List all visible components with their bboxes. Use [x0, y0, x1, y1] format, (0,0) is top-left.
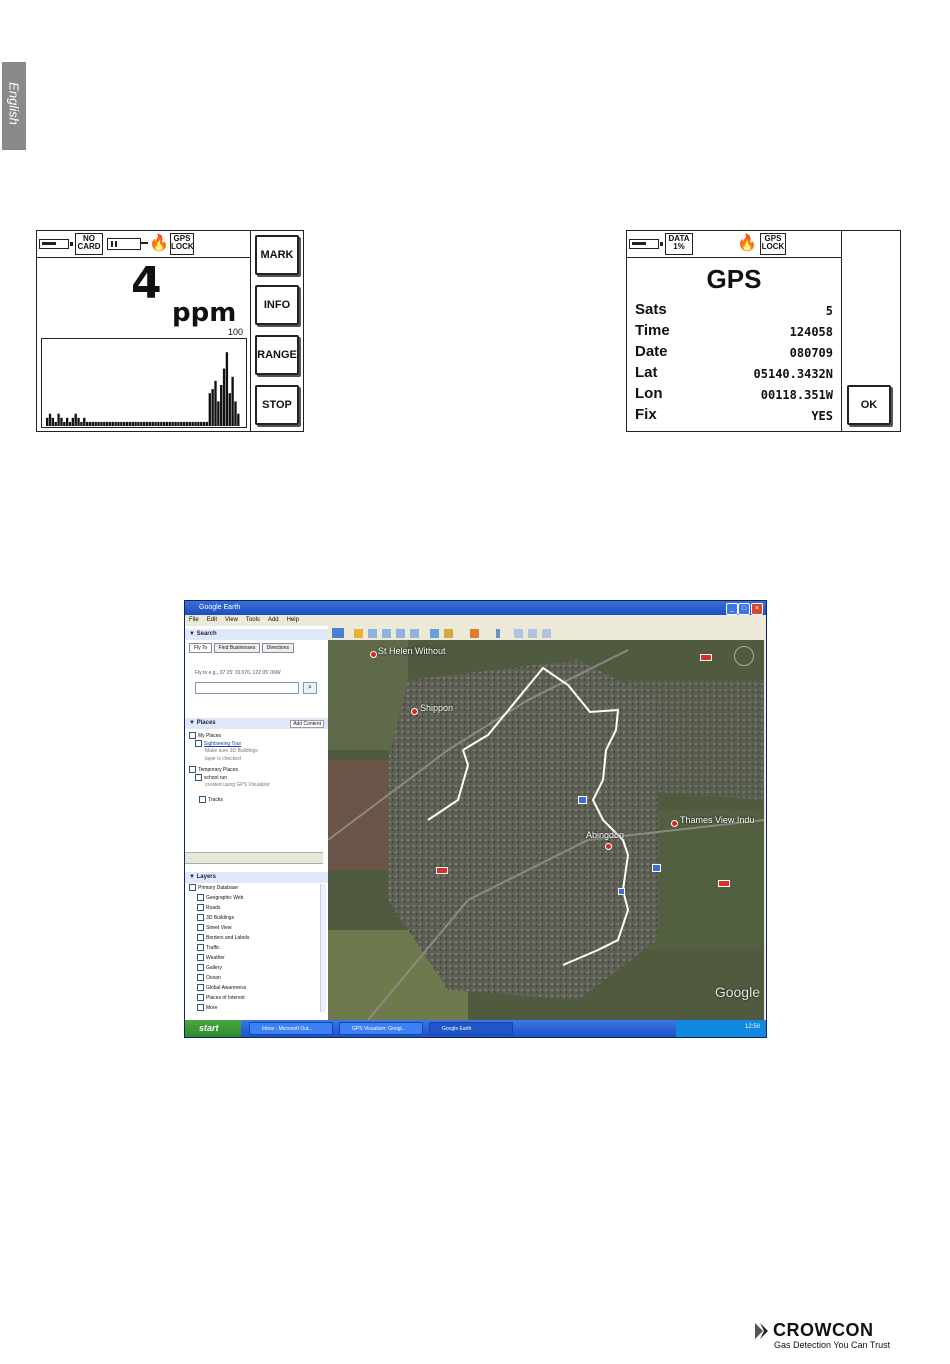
places-item-label: Sightseeing Tour — [204, 740, 242, 747]
gps-row-value: 080709 — [789, 346, 833, 360]
no-card-badge: NO CARD — [75, 233, 103, 255]
checkbox[interactable] — [197, 904, 204, 911]
gps-row-label: Lon — [635, 385, 663, 402]
places-divider[interactable] — [185, 852, 323, 864]
histogram-bar — [143, 422, 145, 426]
histogram-bar — [126, 422, 128, 426]
gps-row-value: 00118.351W — [760, 388, 833, 402]
layer-item[interactable] — [197, 914, 234, 921]
softkey-bar — [841, 231, 900, 431]
brand-name: CROWCON — [773, 1320, 874, 1340]
gps-row-value: YES — [811, 409, 833, 423]
layers-panel-header[interactable]: ▼ Layers — [185, 872, 328, 883]
search-icon[interactable]: ⌕ — [303, 682, 317, 694]
histogram-bar — [172, 422, 174, 426]
checkbox[interactable] — [197, 944, 204, 951]
histogram-bar — [129, 422, 131, 426]
map-pin-shippon[interactable] — [411, 708, 418, 715]
histogram-bar — [197, 422, 199, 426]
places-item-label: Make sure 3D Buildings — [205, 748, 258, 754]
range-button[interactable]: RANGE — [255, 335, 299, 375]
checkbox[interactable] — [197, 964, 204, 971]
gps-row-value: 5 — [825, 304, 833, 318]
histogram-bar — [86, 422, 88, 426]
battery-icon — [39, 239, 69, 249]
histogram-bar — [180, 422, 182, 426]
histogram-bar — [95, 422, 97, 426]
checkbox[interactable] — [197, 934, 204, 941]
checkbox[interactable] — [197, 914, 204, 921]
places-item-label: created using GPS Visualizer — [205, 782, 270, 788]
histogram-bar — [186, 422, 188, 426]
gps-title: GPS — [706, 264, 762, 294]
histogram-bar — [154, 422, 156, 426]
taskbar-item-google-earth[interactable]: Google Earth — [429, 1022, 513, 1035]
reading-histogram — [41, 338, 247, 428]
pump-icon — [107, 238, 141, 250]
histogram-bar — [206, 422, 208, 426]
layer-item-label: Places of Interest — [206, 994, 245, 1001]
histogram-bar — [192, 422, 194, 426]
histogram-bar — [89, 422, 91, 426]
places-item-label: layer is checked — [205, 756, 241, 762]
layer-item-label: Roads — [206, 904, 221, 911]
histogram-bar — [52, 418, 54, 426]
layer-item[interactable] — [197, 1004, 217, 1011]
map-imagery — [328, 640, 764, 1020]
map-label-abingdon: Abingdon — [586, 830, 625, 840]
histogram-bar — [60, 418, 62, 426]
layer-item-label: 3D Buildings — [206, 914, 235, 921]
histogram-bar — [49, 414, 51, 426]
search-panel-header[interactable]: ▼ Search — [185, 629, 328, 640]
layer-item-label: Borders and Labels — [206, 934, 250, 941]
tab-directions[interactable]: Directions — [262, 643, 294, 653]
histogram-bar — [63, 422, 65, 426]
gps-row-lon — [635, 385, 833, 406]
gps-info-screen — [626, 230, 901, 432]
histogram-bar — [114, 422, 116, 426]
map-marker-icon[interactable] — [652, 864, 661, 872]
checkbox[interactable] — [197, 984, 204, 991]
menu-bar — [185, 615, 766, 626]
crowcon-chevron-icon — [755, 1323, 771, 1339]
places-item-label: Temporary Places — [198, 766, 239, 773]
map-pin-thames-view[interactable] — [671, 820, 678, 827]
places-item-label: school run — [204, 774, 228, 781]
places-item[interactable] — [195, 774, 227, 781]
side-panel — [185, 626, 328, 1020]
system-tray — [676, 1020, 766, 1037]
menu-edit[interactable]: Edit — [206, 617, 218, 623]
map-marker-icon[interactable] — [618, 888, 625, 895]
gps-row-label: Sats — [635, 301, 667, 318]
histogram-bar — [234, 401, 236, 426]
places-tree — [189, 732, 325, 812]
places-item-label: My Places — [198, 732, 222, 739]
layer-item-label: Ocean — [206, 974, 221, 981]
histogram-bar — [174, 422, 176, 426]
layer-item[interactable] — [189, 884, 238, 891]
places-panel-header[interactable]: ▼ Places — [185, 718, 328, 729]
histogram-bar — [209, 393, 211, 426]
gps-row-date — [635, 343, 833, 364]
menu-tools[interactable]: Tools — [245, 617, 260, 623]
layer-item-label: Gallery — [206, 964, 222, 971]
histogram-bar — [157, 422, 159, 426]
histogram-bar — [57, 414, 59, 426]
checkbox[interactable] — [189, 732, 196, 739]
histogram-bar — [80, 422, 82, 426]
layer-item-label: Street View — [206, 924, 232, 931]
layer-item[interactable] — [197, 904, 220, 911]
histogram-bar — [132, 422, 134, 426]
histogram-bar — [69, 422, 71, 426]
google-watermark: Google — [714, 984, 760, 1000]
map-marker-icon[interactable] — [718, 880, 730, 887]
histogram-bar — [200, 422, 202, 426]
taskbar-item-outlook[interactable]: Inbox - Microsoft Out... — [249, 1022, 333, 1035]
taskbar-item-gps-visualizer[interactable]: GPS Visualizer: Googl... — [339, 1022, 423, 1035]
checkbox[interactable] — [197, 894, 204, 901]
gps-row-value: 05140.3432N — [753, 367, 833, 381]
map-label-st-helen-without: St Helen Without — [378, 646, 446, 656]
battery-icon — [629, 239, 659, 249]
stop-button[interactable]: STOP — [255, 385, 299, 425]
histogram-bar — [103, 422, 105, 426]
softkey-bar — [250, 231, 303, 431]
checkbox[interactable] — [189, 884, 196, 891]
histogram-bar — [149, 422, 151, 426]
histogram-bar — [214, 381, 216, 426]
histogram-bar — [203, 422, 205, 426]
histogram-bar — [166, 422, 168, 426]
layer-item[interactable] — [197, 894, 243, 901]
gps-row-sats — [635, 301, 833, 322]
layer-item-label: Geographic Web — [206, 894, 244, 901]
histogram-bar — [189, 422, 191, 426]
status-bar — [37, 231, 250, 258]
layer-item-label: More — [206, 1004, 218, 1011]
map-pin-abingdon[interactable] — [605, 843, 612, 850]
histogram-bar — [72, 418, 74, 426]
places-item[interactable] — [205, 782, 270, 788]
histogram-bar — [163, 422, 165, 426]
places-item[interactable] — [199, 796, 223, 803]
gps-row-label: Fix — [635, 406, 657, 423]
histogram-bar — [46, 418, 48, 426]
map-label-thames-view: Thames View Indu — [680, 815, 755, 825]
gps-row-fix — [635, 406, 833, 427]
map-marker-icon[interactable] — [436, 867, 448, 874]
crowcon-logo — [755, 1320, 895, 1354]
reading-value: 4 — [131, 258, 162, 309]
checkbox[interactable] — [197, 1004, 204, 1011]
histogram-bar — [146, 422, 148, 426]
flame-icon: 🔥 — [737, 235, 757, 252]
tab-fly-to[interactable]: Fly To — [189, 643, 212, 653]
checkbox[interactable] — [199, 796, 206, 803]
taskbar-clock: 12:50 — [744, 1024, 760, 1030]
menu-file[interactable]: File — [189, 617, 199, 623]
language-label: English — [6, 82, 22, 125]
menu-view[interactable]: View — [225, 617, 238, 623]
layer-item-label: Global Awareness — [206, 984, 247, 991]
add-content-button[interactable]: Add Content — [290, 720, 324, 728]
tab-find-businesses[interactable]: Find Businesses — [214, 643, 261, 653]
window-title: Google Earth — [185, 601, 766, 615]
fly-to-hint: Fly to e.g., 37 25' 19.076, 122 05' 06W — [195, 670, 281, 676]
windows-taskbar — [185, 1020, 766, 1037]
histogram-bar — [120, 422, 122, 426]
gps-row-value: 124058 — [789, 325, 833, 339]
checkbox[interactable] — [195, 740, 202, 747]
map-pin-st-helen[interactable] — [370, 651, 377, 658]
navigation-compass-icon[interactable] — [734, 646, 754, 666]
places-item[interactable] — [195, 740, 241, 747]
histogram-bar — [231, 377, 233, 426]
menu-add[interactable]: Add — [267, 617, 279, 623]
histogram-bar — [112, 422, 114, 426]
start-button[interactable]: start — [185, 1020, 241, 1037]
layer-item-label: Primary Database — [198, 884, 239, 891]
histogram-bar — [229, 393, 231, 426]
histogram-plot — [42, 339, 246, 427]
histogram-bar — [169, 422, 171, 426]
ok-button[interactable]: OK — [847, 385, 891, 425]
histogram-bar — [77, 418, 79, 426]
fly-to-input[interactable] — [195, 682, 299, 694]
menu-help[interactable]: Help — [286, 617, 299, 623]
layers-scrollbar[interactable] — [320, 884, 326, 1012]
histogram-bar — [140, 422, 142, 426]
gps-row-label: Lat — [635, 364, 658, 381]
places-item[interactable] — [205, 756, 241, 762]
gps-row-lat — [635, 364, 833, 385]
histogram-bar — [123, 422, 125, 426]
layer-item[interactable] — [197, 964, 222, 971]
gps-row-label: Time — [635, 322, 670, 339]
checkbox[interactable] — [197, 974, 204, 981]
histogram-bar — [237, 414, 239, 426]
layer-item[interactable] — [197, 934, 249, 941]
histogram-bar — [137, 422, 139, 426]
gps-lock-badge: GPS LOCK — [170, 233, 194, 255]
histogram-bar — [117, 422, 119, 426]
checkbox[interactable] — [195, 774, 202, 781]
places-item-label: Tracks — [208, 796, 223, 803]
histogram-bar — [97, 422, 99, 426]
histogram-bar — [106, 422, 108, 426]
histogram-bar — [217, 401, 219, 426]
reading-unit: ppm — [172, 298, 237, 328]
histogram-bar — [75, 414, 77, 426]
histogram-bar — [66, 418, 68, 426]
map-toolbar — [328, 626, 766, 640]
map-marker-icon[interactable] — [700, 654, 712, 661]
histogram-bar — [100, 422, 102, 426]
layer-item[interactable] — [197, 994, 245, 1001]
data-usage-badge: DATA 1% — [665, 233, 693, 255]
histogram-bar — [55, 422, 57, 426]
histogram-bar — [109, 422, 111, 426]
brand-tagline: Gas Detection You Can Trust — [774, 1340, 891, 1350]
histogram-bar — [211, 389, 213, 426]
minimize-button[interactable]: _ — [726, 603, 738, 615]
graph-scale: 100 — [228, 327, 244, 337]
gps-row-time — [635, 322, 833, 343]
histogram-bar — [152, 422, 154, 426]
gps-row-label: Date — [635, 343, 668, 360]
map-marker-icon[interactable] — [578, 796, 587, 804]
layer-item[interactable] — [197, 944, 220, 951]
close-button[interactable]: × — [751, 603, 763, 615]
mark-button[interactable]: MARK — [255, 235, 299, 275]
histogram-bar — [177, 422, 179, 426]
satellite-map[interactable] — [328, 640, 764, 1020]
gas-reading-screen — [36, 230, 304, 432]
histogram-bar — [92, 422, 94, 426]
status-bar — [627, 231, 841, 258]
histogram-bar — [183, 422, 185, 426]
layer-item[interactable] — [197, 974, 221, 981]
info-button[interactable]: INFO — [255, 285, 299, 325]
places-item[interactable] — [205, 748, 258, 754]
checkbox[interactable] — [197, 994, 204, 1001]
histogram-bar — [134, 422, 136, 426]
histogram-bar — [160, 422, 162, 426]
histogram-bar — [223, 369, 225, 426]
layer-item-label: Traffic — [206, 944, 220, 951]
layers-tree — [189, 884, 317, 1014]
checkbox[interactable] — [197, 924, 204, 931]
layer-item-label: Weather — [206, 954, 225, 961]
layer-item[interactable] — [197, 984, 246, 991]
histogram-bar — [83, 418, 85, 426]
histogram-bar — [220, 385, 222, 426]
flame-icon: 🔥 — [149, 235, 169, 252]
gps-data-list — [627, 301, 841, 429]
layer-item[interactable] — [197, 924, 231, 931]
language-tab — [2, 62, 26, 150]
histogram-bar — [226, 352, 228, 426]
checkbox[interactable] — [189, 766, 196, 773]
histogram-bar — [194, 422, 196, 426]
gps-lock-badge: GPS LOCK — [760, 233, 786, 255]
places-item[interactable] — [189, 766, 238, 773]
layer-item[interactable] — [197, 954, 225, 961]
maximize-button[interactable]: □ — [738, 603, 750, 615]
google-earth-window — [184, 600, 767, 1038]
map-label-shippon: Shippon — [420, 703, 454, 713]
checkbox[interactable] — [197, 954, 204, 961]
places-item[interactable] — [189, 732, 221, 739]
